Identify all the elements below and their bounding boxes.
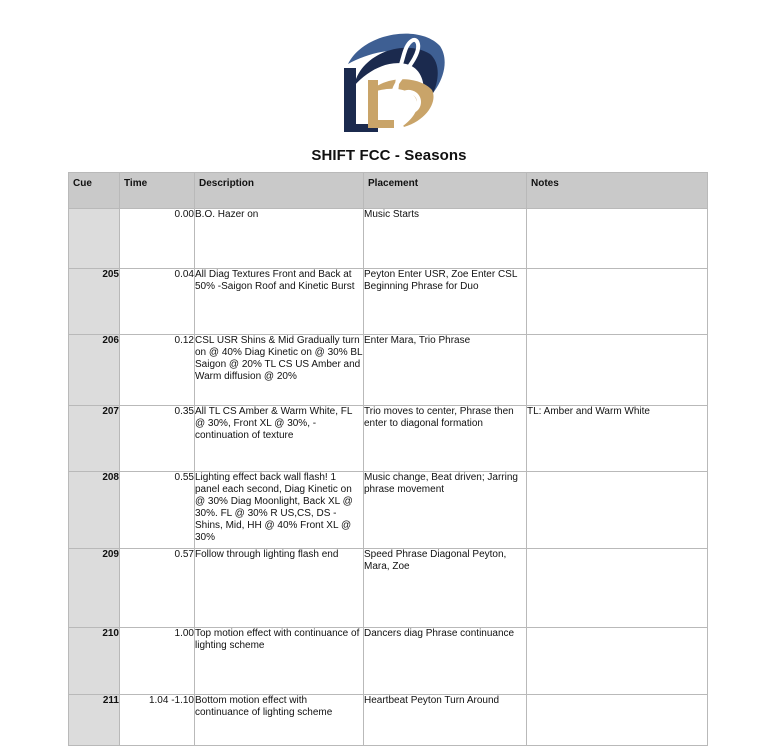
cell-placement: Peyton Enter USR, Zoe Enter CSL Beginning Phrase for Duo bbox=[364, 269, 527, 335]
cell-placement: Trio moves to center, Phrase then enter to diagonal formation bbox=[364, 406, 527, 472]
cell-placement: Heartbeat Peyton Turn Around bbox=[364, 695, 527, 746]
cell-description: Top motion effect with continuance of lighting scheme bbox=[195, 628, 364, 695]
cell-cue: 208 bbox=[69, 472, 120, 549]
cell-cue: 210 bbox=[69, 628, 120, 695]
cell-cue: 211 bbox=[69, 695, 120, 746]
table-row bbox=[69, 209, 708, 269]
cell-time: 0.00 bbox=[120, 209, 195, 269]
table-header-row bbox=[69, 173, 708, 209]
cell-placement: Dancers diag Phrase continuance bbox=[364, 628, 527, 695]
header-time: Time bbox=[120, 173, 195, 209]
cell-time: 0.55 bbox=[120, 472, 195, 549]
cell-cue: 209 bbox=[69, 549, 120, 628]
cell-notes: TL: Amber and Warm White bbox=[527, 406, 708, 472]
treble-clef-monogram-logo bbox=[334, 24, 454, 140]
cell-notes bbox=[527, 628, 708, 695]
header-placement: Placement bbox=[364, 173, 527, 209]
cell-description: Lighting effect back wall flash! 1 panel each second, Diag Kinetic on @ 30% Diag Moonlight, Back XL @ 30%. FL @ 30% R US,CS, DS - Shins, Mid, HH @ 40% Front XL @ 30% bbox=[195, 472, 364, 549]
cell-description: All TL CS Amber & Warm White, FL @ 30%, Front XL @ 30%, - continuation of texture bbox=[195, 406, 364, 472]
table-row bbox=[69, 269, 708, 335]
cell-placement: Enter Mara, Trio Phrase bbox=[364, 335, 527, 406]
table-row bbox=[69, 472, 708, 549]
document-title: SHIFT FCC - Seasons bbox=[311, 147, 467, 164]
cell-cue: 205 bbox=[69, 269, 120, 335]
cell-time: 0.57 bbox=[120, 549, 195, 628]
cell-description: Bottom motion effect with continuance of lighting scheme bbox=[195, 695, 364, 746]
cell-cue bbox=[69, 209, 120, 269]
table-row bbox=[69, 549, 708, 628]
cell-placement: Music Starts bbox=[364, 209, 527, 269]
cell-cue: 207 bbox=[69, 406, 120, 472]
cell-notes bbox=[527, 209, 708, 269]
cell-time: 0.12 bbox=[120, 335, 195, 406]
header-notes: Notes bbox=[527, 173, 708, 209]
cell-notes bbox=[527, 269, 708, 335]
cell-description: B.O. Hazer on bbox=[195, 209, 364, 269]
cell-notes bbox=[527, 549, 708, 628]
cell-description: All Diag Textures Front and Back at 50% -Saigon Roof and Kinetic Burst bbox=[195, 269, 364, 335]
cell-time: 1.00 bbox=[120, 628, 195, 695]
header-description: Description bbox=[195, 173, 364, 209]
cell-placement: Speed Phrase Diagonal Peyton, Mara, Zoe bbox=[364, 549, 527, 628]
cell-notes bbox=[527, 472, 708, 549]
cell-cue: 206 bbox=[69, 335, 120, 406]
header-cue: Cue bbox=[69, 173, 120, 209]
cell-time: 0.04 bbox=[120, 269, 195, 335]
cell-time: 1.04 -1.10 bbox=[120, 695, 195, 746]
table-row bbox=[69, 406, 708, 472]
table-row bbox=[69, 628, 708, 695]
cell-placement: Music change, Beat driven; Jarring phrase movement bbox=[364, 472, 527, 549]
cell-time: 0.35 bbox=[120, 406, 195, 472]
table-row bbox=[69, 335, 708, 406]
cell-description: CSL USR Shins & Mid Gradually turn on @ 40% Diag Kinetic on @ 30% BL Saigon @ 20% TL CS US Amber and Warm diffusion @ 20% bbox=[195, 335, 364, 406]
cell-notes bbox=[527, 335, 708, 406]
cell-description: Follow through lighting flash end bbox=[195, 549, 364, 628]
cue-sheet-table bbox=[68, 172, 708, 746]
